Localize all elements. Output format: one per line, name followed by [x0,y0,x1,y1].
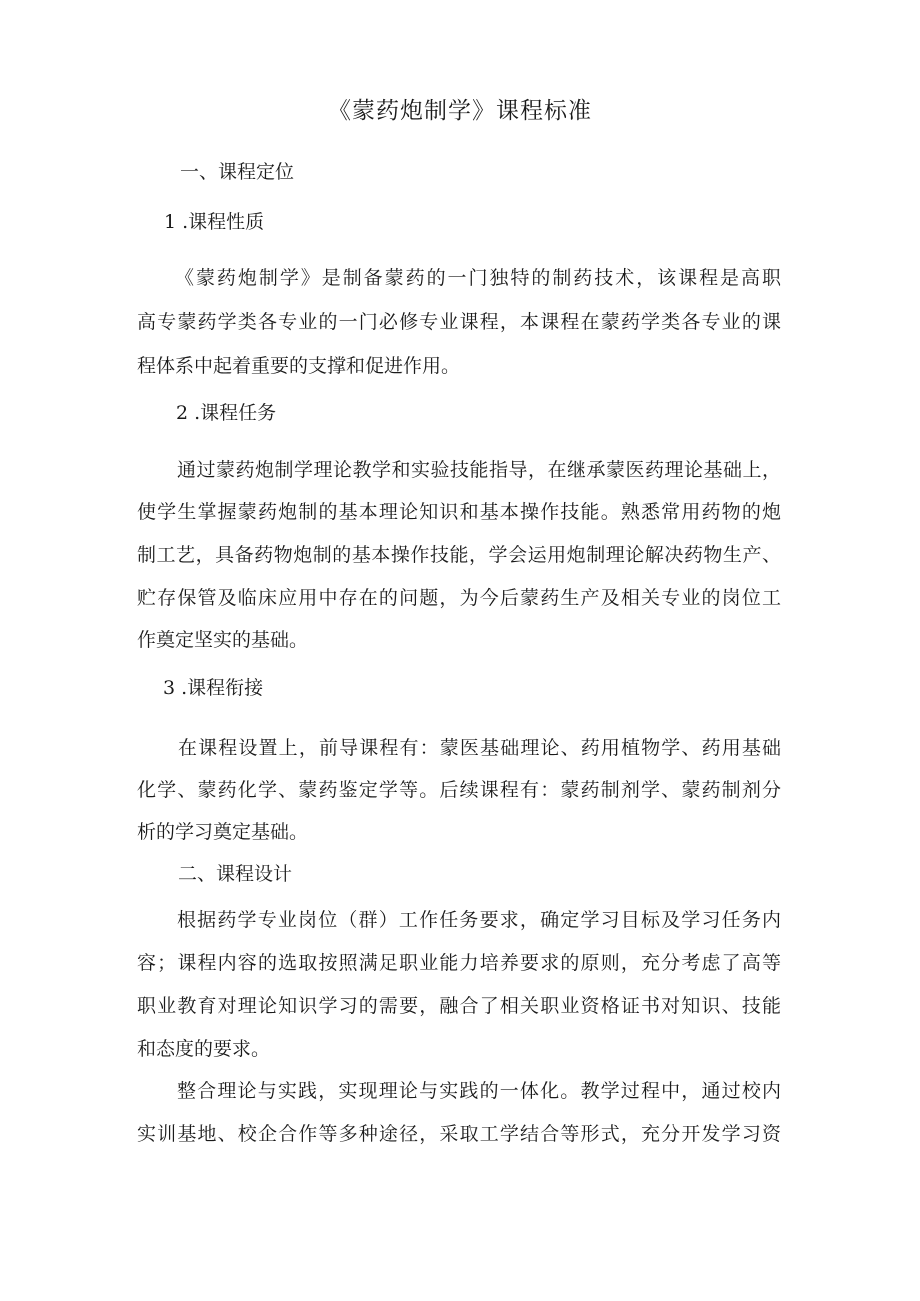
paragraph-line: 作奠定坚实的基础。 [137,629,309,651]
subheading-course-nature: 1 .课程性质 [164,211,265,233]
page-title: 《蒙药炮制学》课程标准 [328,98,592,124]
paragraph-line: 析的学习奠定基础。 [137,821,309,843]
paragraph-line: 在课程设置上，前导课程有：蒙医基础理论、药用植物学、药用基础 [178,737,781,759]
subheading-course-connection: 3 .课程衔接 [163,677,264,699]
paragraph-line: 使学生掌握蒙药炮制的基本理论知识和基本操作技能。熟悉常用药物的炮 [137,501,781,523]
paragraph-line: 整合理论与实践，实现理论与实践的一体化。教学过程中，通过校内 [177,1080,781,1102]
paragraph-line: 程体系中起着重要的支撑和促进作用。 [137,355,461,377]
paragraph-line: 制工艺，具备药物炮制的基本操作技能，学会运用炮制理论解决药物生产、 [137,544,781,566]
paragraph-line: 职业教育对理论知识学习的需要，融合了相关职业资格证书对知识、技能 [137,995,781,1017]
paragraph-line: 容；课程内容的选取按照满足职业能力培养要求的原则，充分考虑了高等 [137,952,781,974]
paragraph-line: 通过蒙药炮制学理论教学和实验技能指导，在继承蒙医药理论基础上， [177,459,781,481]
paragraph-line: 高专蒙药学类各专业的一门必修专业课程，本课程在蒙药学类各专业的课 [137,311,781,333]
subheading-course-tasks: 2 .课程任务 [176,402,277,424]
paragraph-line: 和态度的要求。 [137,1038,271,1060]
section-heading-design: 二、课程设计 [178,863,293,885]
paragraph-line: 根据药学专业岗位（群）工作任务要求，确定学习目标及学习任务内 [177,909,781,931]
paragraph-line: 实训基地、校企合作等多种途径，采取工学结合等形式，充分开发学习资 [137,1123,781,1145]
paragraph-line: 化学、蒙药化学、蒙药鉴定学等。后续课程有：蒙药制剂学、蒙药制剂分 [137,779,781,801]
section-heading-positioning: 一、课程定位 [180,161,295,183]
paragraph-line: 贮存保管及临床应用中存在的问题，为今后蒙药生产及相关专业的岗位工 [137,587,781,609]
paragraph-line: 《蒙药炮制学》是制备蒙药的一门独特的制药技术，该课程是高职 [175,267,781,289]
